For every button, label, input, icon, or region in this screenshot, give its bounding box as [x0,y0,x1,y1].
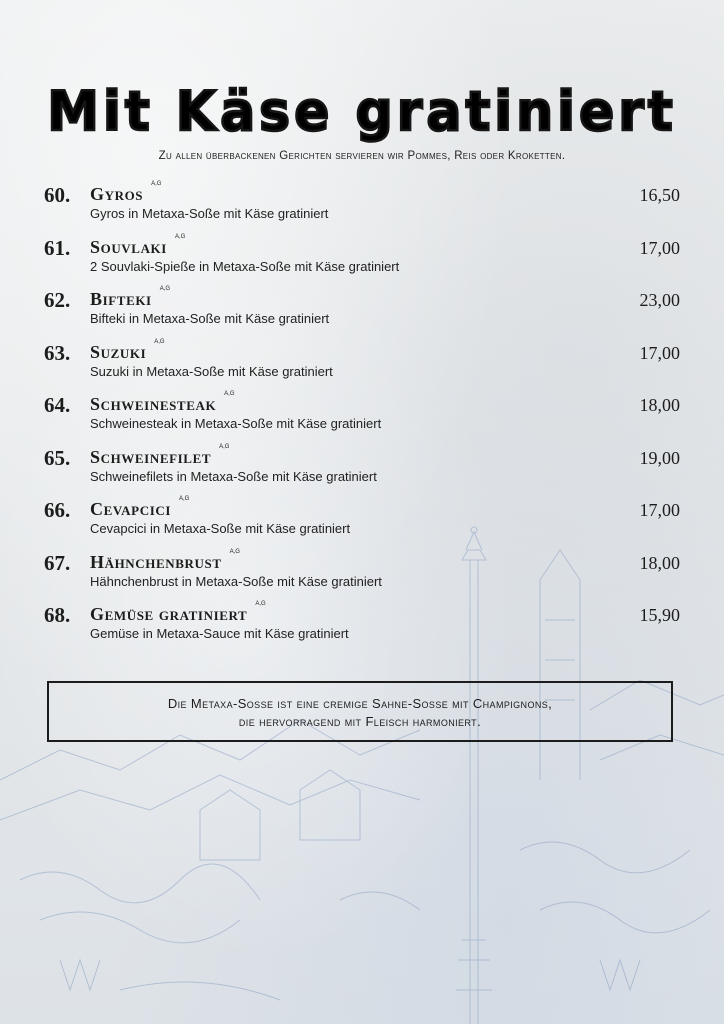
item-price: 19,00 [639,447,680,468]
menu-item [44,285,680,338]
allergen-codes: A,G [154,338,165,345]
item-price: 17,00 [639,500,680,520]
item-name: Hähnchenbrust $^{A,G}$ [90,548,240,572]
allergen-codes: A,G [179,496,190,502]
allergen-codes: A,G [224,391,235,397]
item-price: 15,90 [639,605,680,625]
menu-item [44,548,680,601]
sauce-note-box [47,681,673,742]
item-name: Bifteki $^{A,G}$ [90,286,171,309]
allergen-codes: A,G [151,181,162,187]
allergen-codes: A,G [159,286,171,292]
item-price: 17,00 [639,342,680,363]
item-number: 61. [44,235,71,260]
menu-item [44,180,680,233]
item-number: 66. [44,498,71,522]
item-name: Souvlaki $^{A,G}$ [90,233,186,257]
item-description: Schweinefilets in Metaxa-Soße mit Käse gratiniert [90,468,377,484]
page-subtitle: Zu allen überbackenen Gerichten servieren wir Pommes, Reis oder Kroketten. [158,150,566,162]
item-description: Bifteki in Metaxa-Soße mit Käse gratiniert [90,311,330,326]
note-line-1: Die Metaxa-Sosse ist eine cremige Sahne-Sosse mit Champignons, [167,696,553,711]
page-title: Mit Käse gratiniert [47,80,677,144]
note-line-2: die hervorragend mit Fleisch harmoniert. [238,714,482,729]
menu-item [44,600,680,653]
menu-item [44,390,680,443]
item-description: Cevapcici in Metaxa-Soße mit Käse gratiniert [90,521,351,536]
item-number: 64. [44,393,71,417]
item-description: Suzuki in Metaxa-Soße mit Käse gratiniert [90,363,333,379]
item-name: Suzuki $^{A,G}$ [90,338,165,362]
item-description: 2 Souvlaki-Spieße in Metaxa-Soße mit Käse gratiniert [90,258,400,274]
item-number: 60. [44,183,71,207]
item-number: 67. [44,550,71,575]
item-number: 63. [44,340,71,365]
item-number: 62. [44,288,71,312]
menu-item [44,338,680,391]
item-description: Hähnchenbrust in Metaxa-Soße mit Käse gratiniert [90,573,382,589]
menu-list [44,180,680,653]
item-name: Schweinefilet $^{A,G}$ [90,443,230,467]
item-price: 18,00 [639,395,680,415]
allergen-codes: A,G [255,601,266,607]
menu-item [44,233,680,286]
item-price: 17,00 [639,237,680,258]
item-price: 16,50 [639,185,680,205]
item-name: Cevapcici $^{A,G}$ [90,496,190,519]
item-price: 23,00 [639,290,680,310]
menu-item [44,443,680,496]
item-name: Gemüse gratiniert $^{A,G}$ [90,601,266,624]
item-description: Gemüse in Metaxa-Sauce mit Käse gratiniert [90,626,349,641]
item-number: 68. [44,603,71,627]
item-price: 18,00 [639,552,680,573]
allergen-codes: A,G [219,443,230,450]
item-number: 65. [44,445,71,470]
item-name: Gyros $^{A,G}$ [90,181,162,204]
allergen-codes: A,G [229,548,240,555]
menu-item [44,495,680,548]
allergen-codes: A,G [174,233,186,240]
item-description: Schweinesteak in Metaxa-Soße mit Käse gratiniert [90,416,382,431]
item-name: Schweinesteak $^{A,G}$ [90,391,235,414]
item-description: Gyros in Metaxa-Soße mit Käse gratiniert [90,206,329,221]
